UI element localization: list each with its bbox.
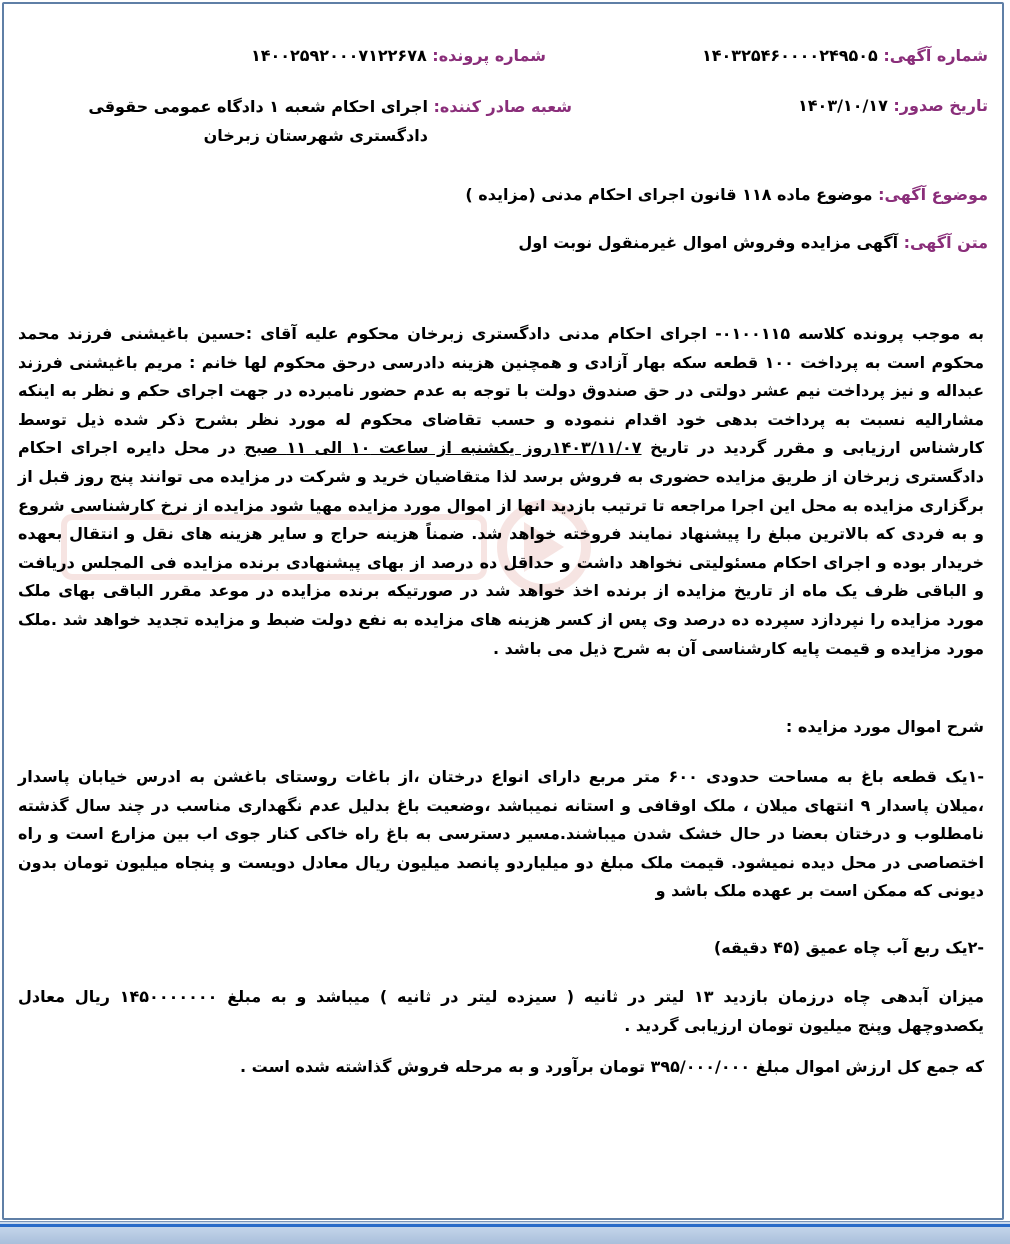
- issuing-branch-label: شعبه صادر کننده:: [433, 97, 572, 116]
- window-bottom-bar: [0, 1221, 1010, 1244]
- ad-number-value: ۱۴۰۳۲۵۴۶۰۰۰۰۲۴۹۵۰۵: [702, 46, 878, 65]
- issue-date-field: [798, 96, 988, 115]
- ad-text-field: [518, 233, 988, 252]
- ad-number-label: شماره آگهی:: [883, 46, 988, 65]
- paragraph-part-2: در محل دایره اجرای احکام دادگستری زبرخان از طریق مزایده حضوری به فروش برسد لذا متقاضیان خرید و شرکت در مزایده می توانند پنج روز قبل از برگزاری مزایده به محل این اجرا مراجعه تا ترتیب بازدید انها از اموال مورد مزایده مهیا شود مزایده از نرخ کارشناسی شروع و به فردی که بالاترین مبلغ را پیشنهاد نمایند فروخته خواهد شد. ضمناً هزینه حراج و سایر هزینه های نقل و انتقال بعهده خریدار بوده و اجرای احکام مسئولیتی نخواهد داشت و حداقل ده درصد از بهای پیشنهادی برنده مزایده فی المجلس دریافت و الباقی ظرف یک ماه از تاریخ مزایده از برنده اخذ خواهد شد در صورتیکه برنده مزایده در موعد مقرر الباقی بهای ملک مورد مزایده را نپردازد سپرده ده درصد وی پس از کسر هزینه های مزایده به نفع دولت ضبط و مزایده تجدید خواهد شد .ملک مورد مزایده و قیمت پایه کارشناسی آن به شرح ذیل می باشد .: [18, 438, 984, 658]
- item-2-paragraph: میزان آبدهی چاه درزمان بازدید ۱۳ لیتر در ثانیه ( سیزده لیتر در ثانیه ) میباشد و به مبلغ ۱۴۵۰۰۰۰۰۰۰ ریال معادل یکصدوچهل وپنج میلیون تومان ارزیابی گردید .: [18, 987, 984, 1035]
- subject-value: موضوع ماده ۱۱۸ قانون اجرای احکام مدنی (مزایده ): [465, 185, 873, 204]
- main-paragraph: [18, 320, 984, 663]
- ad-text-label: متن آگهی:: [903, 233, 988, 252]
- issuing-branch-value: اجرای احکام شعبه ۱ دادگاه عمومی حقوقی دادگستری شهرستان زبرخان: [88, 97, 428, 145]
- case-number-label: شماره پرونده:: [432, 46, 546, 65]
- paragraph-part-1: به موجب پرونده کلاسه ۰۱۰۰۱۱۵- اجرای احکام مدنی دادگستری زبرخان محکوم علیه آقای :حسین باغیشنی فرزند محمد محکوم است به پرداخت ۱۰۰ قطعه سکه بهار آزادی و همچنین هزینه دادرسی درحق محکوم لها خانم : مریم باغیشنی فرزند عبداله و نیز پرداخت نیم عشر دولتی در حق صندوق دولت با توجه به عدم حضور نامبرده در جهت اجرای حکم و نظر به اینکه مشارالیه نسبت به پرداخت بدهی خود اقدام ننموده و حسب تقاضای محکوم له مورد نظر بشرح ذکر شده ذیل توسط کارشناس ارزیابی و مقرر گردید در تاریخ: [18, 324, 985, 458]
- document-frame: [2, 2, 1004, 1220]
- total-value-line: که جمع کل ارزش اموال مبلغ ۳۹۵/۰۰۰/۰۰۰ تومان برآورد و به مرحله فروش گذاشته شده است .: [240, 1057, 984, 1076]
- ad-number-field: [702, 46, 988, 65]
- issue-date-value: ۱۴۰۳/۱۰/۱۷: [798, 96, 888, 115]
- issuing-branch-field: [12, 92, 572, 150]
- case-number-field: [251, 46, 546, 65]
- section-title: شرح اموال مورد مزایده :: [785, 717, 984, 736]
- bottom-accent-line: [0, 1224, 1010, 1227]
- item-1-paragraph: -۱یک قطعه باغ به مساحت حدودی ۶۰۰ متر مربع دارای انواع درختان ،از باغات روستای باغشن به ادرس خیابان پاسدار ،میلان پاسدار ۹ انتهای میلان ، ملک اوقافی و استانه نمیباشد ،وضعیت باغ بدلیل عدم نگهداری مناسب در چند سال گذشته نامطلوب و درختان بعضا در حال خشک شدن میباشند.مسیر دسترسی به باغ راه خاکی کنار جوی اب بین مزارع است و راه اختصاصی در محل دیده نمیشود. قیمت ملک مبلغ دو میلیاردو پانصد میلیون ریال معادل دویست و پنجاه میلیون تومان بدون دیونی که ممکن است بر عهده ملک باشد و: [18, 767, 984, 901]
- issue-date-label: تاریخ صدور:: [893, 96, 988, 115]
- subject-label: موضوع آگهی:: [878, 185, 988, 204]
- ad-text-value: آگهی مزایده وفروش اموال غیرمنقول نوبت اول: [518, 233, 899, 252]
- auction-date-time: ۱۴۰۳/۱۱/۰۷روز یکشنبه از ساعت ۱۰ الی ۱۱ صبح: [244, 438, 642, 458]
- item-2-title: -۲یک ربع آب چاه عمیق (۴۵ دقیقه): [713, 938, 984, 957]
- case-number-value: ۱۴۰۰۲۵۹۲۰۰۰۷۱۲۲۶۷۸: [250, 46, 427, 65]
- subject-field: [465, 185, 988, 204]
